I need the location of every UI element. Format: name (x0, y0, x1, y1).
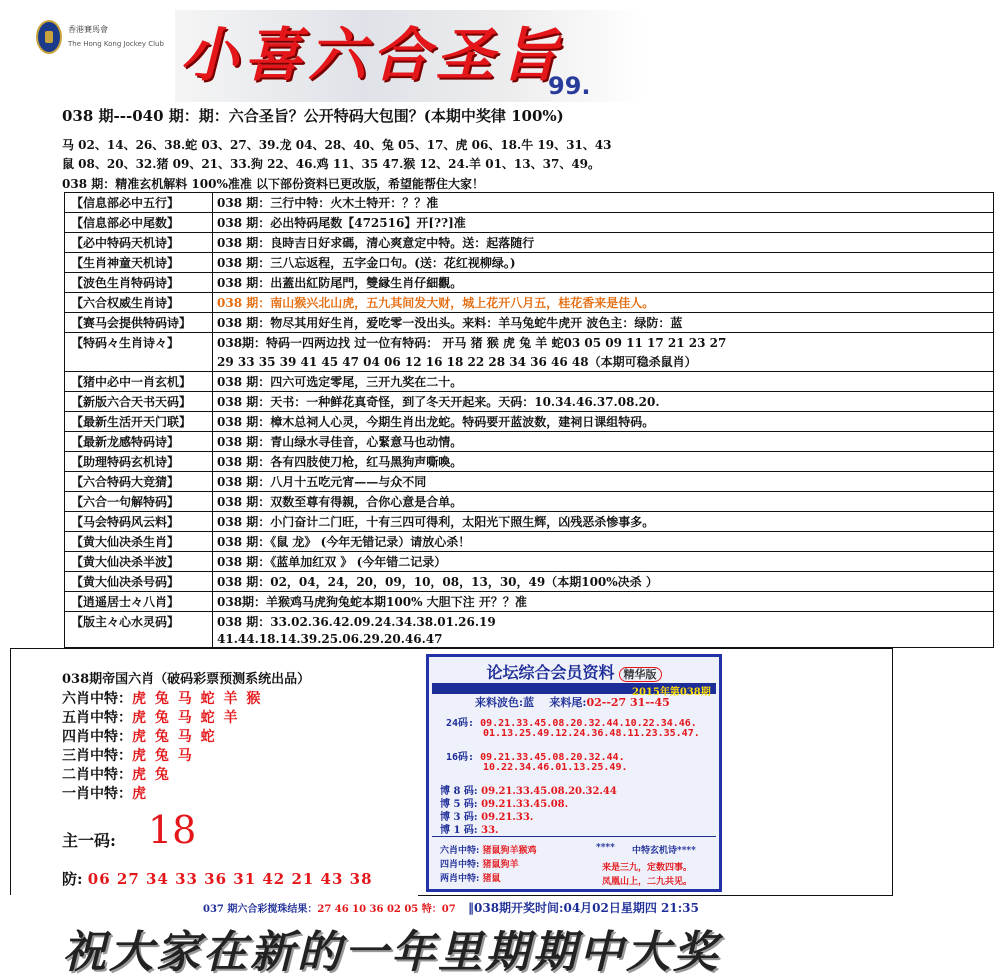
foot-label: 两肖中特: (440, 874, 480, 884)
table-row (65, 612, 994, 648)
row-value: 038 期：各有四肢使刀枪，红马黑狗声嘶喚。 (213, 452, 994, 472)
row-value: 038 期：樟木总祠人心灵，今期生肖出龙蛇。特码要开蓝波数，建祠日课组特码。 (213, 412, 994, 432)
bo-label: 博 5 码: (440, 799, 478, 810)
row-label: 【六合特码大竞猜】 (65, 472, 213, 492)
tail-value: 02--27 31--45 (586, 696, 670, 709)
row-label: 【信息部必中尾数】 (65, 213, 213, 233)
card-wave-line (475, 694, 670, 710)
row-value: 038期：羊猴鸡马虎狗兔蛇本期100% 大胆下注 开？？准 (213, 592, 994, 612)
card-foot-row (440, 871, 500, 884)
bo-label: 博 1 码: (440, 825, 478, 836)
bo-label: 博 3 码: (440, 812, 478, 823)
row-label: 【助理特码玄机诗】 (65, 452, 213, 472)
row-label: 【黄大仙决杀生肖】 (65, 532, 213, 552)
table-row (65, 572, 994, 592)
row-label: 【逍遥居士々八肖】 (65, 592, 213, 612)
row-label: 【最新龙感特码诗】 (65, 432, 213, 452)
row-label: 【信息部必中五行】 (65, 193, 213, 213)
row-value: 038 期：双数至尊有得親，合你心意是合单。 (213, 492, 994, 512)
six-xiao-line (62, 707, 240, 727)
foot-value: 猪鼠狗羊猴鸡 (482, 846, 537, 856)
row-value: 038 期：02，04，24，20，09，10，08，13，30，49（本期100%决杀 ） (213, 572, 994, 592)
table-row (65, 273, 994, 293)
page-headline: 038 期---040 期：期：六合圣旨？公开特码大包围？(本期中奖律 100%) (62, 107, 564, 125)
slogan-banner: 祝大家在新的一年里期期中大奖 (62, 927, 720, 978)
row-value: 038 期：《蓝单加红双 》 (今年错二记录） (213, 552, 994, 572)
table-row (65, 392, 994, 412)
draw-time: ‖038期开奖时间:04月02日星期四 21:35 (468, 901, 699, 915)
defense-label: 防: (62, 870, 83, 888)
card-divider (432, 836, 716, 837)
row-value (213, 333, 994, 372)
table-row (65, 193, 994, 213)
table-row (65, 333, 994, 372)
tail-label: 来料尾: (549, 696, 587, 709)
row-value: 038 期：天书：一种鲜花真奇怪，到了冬天开起来。天码：10.34.46.37.08.20. (213, 392, 994, 412)
card-foot-row (440, 843, 536, 856)
table-row (65, 293, 994, 313)
wave-value: 蓝 (523, 696, 535, 709)
card-foot-row (440, 857, 518, 870)
wave-label: 来料波色: (475, 696, 524, 709)
code-row-line2: 10.22.34.46.01.13.25.49. (483, 762, 628, 773)
defense-codes (62, 868, 373, 889)
club-seal-icon (36, 20, 62, 54)
row-value: 038 期：三行中特：火木土特开：？？准 (213, 193, 994, 213)
bo-value: 33. (481, 825, 499, 836)
row-value (213, 612, 994, 648)
table-row (65, 532, 994, 552)
table-row (65, 432, 994, 452)
six-xiao-key: 一肖中特： (62, 786, 132, 802)
row-label: 【黄大仙决杀半波】 (65, 552, 213, 572)
row-label: 【版主々心水灵码】 (65, 612, 213, 648)
bo-value: 09.21.33.45.08. (481, 799, 569, 810)
foot-label: 四肖中特: (440, 860, 480, 870)
six-xiao-title: 038期帝国六肖（破码彩票预测系统出品） (62, 672, 311, 687)
code-row-label: 16码: (446, 752, 475, 763)
six-xiao-line (62, 688, 262, 708)
card-stars: **** (596, 843, 615, 853)
card-title-text: 论坛综合会员资料 (486, 663, 615, 682)
row-label: 【新版六合天书天码】 (65, 392, 213, 412)
main-code-label: 主一码: (62, 831, 116, 850)
table-row (65, 372, 994, 392)
row-label: 【六合权威生肖诗】 (65, 293, 213, 313)
table-row (65, 512, 994, 532)
six-xiao-value: 虎 兔 马 (132, 748, 194, 764)
table-row (65, 552, 994, 572)
row-label: 【猪中必中一肖玄机】 (65, 372, 213, 392)
notice-line: 038 期：精准玄机解料 100%准准 以下部份资料已更改版，希望能帮住大家！ (62, 177, 485, 191)
six-xiao-value: 虎 (132, 786, 148, 802)
row-label: 【黄大仙决杀号码】 (65, 572, 213, 592)
row-value: 038 期：三八忘返程，五字金口句。(送：花红视柳绿。) (213, 253, 994, 273)
bo-label: 博 8 码: (440, 786, 478, 797)
row-label: 【马会特码风云料】 (65, 512, 213, 532)
card-poem-line1: 来是三九，定数四事。 (602, 863, 693, 873)
row-label: 【特码々生肖诗々】 (65, 333, 213, 372)
card-poem-title: 中特玄机诗**** (632, 846, 696, 856)
row-label: 【赛马会提供特码诗】 (65, 313, 213, 333)
result-value: 27 46 10 36 02 05 特：07 (317, 904, 456, 915)
bo-value: 09.21.33. (481, 812, 534, 823)
row-value: 038 期：必出特码尾数【472516】开[??]准 (213, 213, 994, 233)
six-xiao-key: 六肖中特： (62, 691, 132, 707)
row-label: 【六合一句解特码】 (65, 492, 213, 512)
table-row (65, 253, 994, 273)
defense-value: 06 27 34 33 36 31 42 21 43 38 (87, 870, 373, 888)
six-xiao-key: 四肖中特： (62, 729, 132, 745)
card-year: 2015年第038期 (632, 687, 711, 698)
row-value: 038 期：良時吉日好求碼，清心爽意定中特。送：起落随行 (213, 233, 994, 253)
six-xiao-value: 虎 兔 马 蛇 羊 (132, 710, 240, 726)
six-xiao-line (62, 745, 194, 765)
card-edition-badge: 精华版 (619, 667, 662, 682)
table-row (65, 213, 994, 233)
banner-title: 小喜六合圣旨 (180, 21, 565, 89)
table-row (65, 492, 994, 512)
code-row-line2: 01.13.25.49.12.24.36.48.11.23.35.47. (483, 728, 700, 739)
six-xiao-line (62, 726, 217, 746)
table-row (65, 472, 994, 492)
code-row-line1: 09.21.33.45.08.20.32.44.10.22.34.46. (480, 718, 697, 729)
row-value-line2: 29 33 35 39 41 45 47 04 06 12 16 18 22 28 34 36 46 48（本期可稳杀鼠肖） (217, 355, 697, 369)
row-value-line1: 038期：特码一四两边找 过一位有特码： 开马 猪 猴 虎 兔 羊 蛇03 05 09 11 17 21 23 27 (217, 336, 727, 350)
row-value: 038 期：出蓋出紅防尾門，雙縁生肖仔細觀。 (213, 273, 994, 293)
row-label: 【必中特码天机诗】 (65, 233, 213, 253)
code-row-line1: 09.21.33.45.08.20.32.44. (480, 752, 625, 763)
code-row-label: 24码: (446, 718, 475, 729)
row-label: 【波色生肖特码诗】 (65, 273, 213, 293)
zodiac-line-2: 鼠 08、20、32.猪 09、21、33.狗 22、46.鸡 11、35 47.猴 12、24.羊 01、13、37、49。 (62, 157, 601, 171)
row-value: 038 期：《鼠 龙》 (今年无错记录）请放心杀！ (213, 532, 994, 552)
row-label: 【生肖神童天机诗】 (65, 253, 213, 273)
foot-label: 六肖中特: (440, 846, 480, 856)
zodiac-line-1: 马 02、14、26、38.蛇 03、27、39.龙 04、28、40、兔 05、17、虎 06、18.牛 19、31、43 (62, 138, 612, 152)
foot-value: 猪鼠 (482, 874, 501, 884)
foot-value: 猪鼠狗羊 (482, 860, 519, 870)
table-row (65, 592, 994, 612)
six-xiao-line (62, 783, 148, 803)
table-row (65, 313, 994, 333)
row-value: 038 期：物尽其用好生肖，爱吃零一没出头。来料：羊马兔蛇牛虎开 波色主：绿防：蓝 (213, 313, 994, 333)
six-xiao-value: 虎 兔 马 蛇 羊 猴 (132, 691, 263, 707)
row-label: 【最新生活开天门联】 (65, 412, 213, 432)
card-poem-line2: 凤凰山上，二九共见。 (602, 877, 693, 887)
logo-en: The Hong Kong Jockey Club (68, 40, 164, 48)
six-xiao-value: 虎 兔 马 蛇 (132, 729, 217, 745)
row-value: 038 期：小门奋计二门旺，十有三四可得利，太阳光下照生辉，凶残恶杀惨事多。 (213, 512, 994, 532)
six-xiao-key: 二肖中特： (62, 767, 132, 783)
row-value: 038 期：青山绿水寻佳音，心緊意马也动情。 (213, 432, 994, 452)
table-row (65, 412, 994, 432)
row-value-line2: 41.44.18.14.39.25.06.29.20.46.47 (217, 632, 443, 646)
last-draw-result (203, 900, 456, 915)
six-xiao-key: 五肖中特： (62, 710, 132, 726)
six-xiao-line (62, 764, 171, 784)
bo-value: 09.21.33.45.08.20.32.44 (481, 786, 617, 797)
banner-overlay-text: 99. (548, 72, 591, 100)
bo-row (440, 821, 499, 836)
row-value-highlight: 038 期：南山猴兴北山虎，五九其间发大财，城上花开八月五，桂花香来是佳人。 (213, 293, 994, 313)
row-value-line1: 038 期：33.02.36.42.09.24.34.38.01.26.19 (217, 615, 496, 629)
row-value: 038 期：四六可选定零尾，三开九奖在二十。 (213, 372, 994, 392)
table-row (65, 233, 994, 253)
table-row (65, 452, 994, 472)
main-code-value: 18 (148, 808, 197, 852)
row-value: 038 期：八月十五吃元宵——与众不同 (213, 472, 994, 492)
six-xiao-key: 三肖中特： (62, 748, 132, 764)
prediction-table (64, 192, 994, 648)
six-xiao-value: 虎 兔 (132, 767, 171, 783)
code-row (446, 714, 697, 729)
jockey-club-logo (36, 18, 164, 60)
result-prefix: 037 期六合彩搅珠结果： (203, 904, 318, 915)
code-row (446, 748, 625, 763)
logo-cn: 香港賽馬會 (68, 25, 108, 34)
